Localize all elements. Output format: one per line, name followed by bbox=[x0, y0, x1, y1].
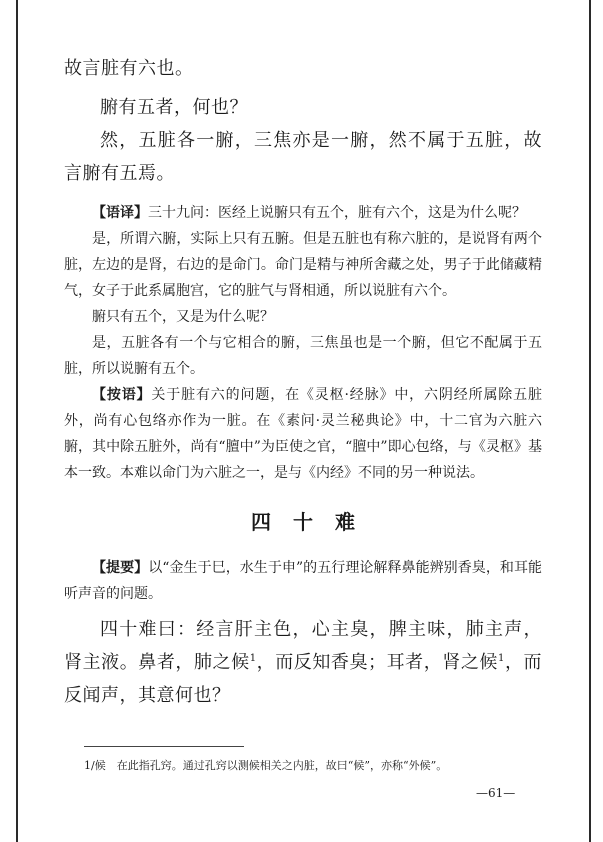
footnote-marker: 1 bbox=[249, 653, 257, 664]
question-part-2: ，而反知香臭；耳者，肾之候 bbox=[256, 652, 499, 673]
classic-text-line: 故言脏有六也。 bbox=[64, 58, 194, 79]
summary-text: 以“金生于巳，水生于申”的五行理论解释鼻能辨别香臭，和耳能听声音的问题。 bbox=[64, 560, 542, 602]
right-border bbox=[589, 0, 591, 842]
translation-paragraph-3: 腑只有五个，又是为什么呢？ bbox=[92, 309, 274, 325]
classic-question: 腑有五者，何也？ bbox=[100, 97, 248, 118]
footnote: 1/候 在此指孔窍。通过孔窍以测候相关之内脏，故曰“候”，亦称“外候”。 bbox=[84, 759, 448, 772]
translation-text: 三十九问：医经上说腑只有五个，脏有六个，这是为什么呢？ bbox=[148, 205, 526, 221]
translation-paragraph-4: 是，五脏各有一个与它相合的腑，三焦虽也是一个腑，但它不配属于五脏，所以说腑有五个。 bbox=[64, 335, 542, 377]
question-part-1: 四十难曰：经言肝主色，心主臭，脾主味，肺主声，肾主液。鼻者，肺之候 bbox=[64, 619, 542, 673]
classic-answer: 然，五脏各一腑，三焦亦是一腑，然不属于五脏，故言腑有五焉。 bbox=[64, 130, 542, 184]
summary-label: 【提要】 bbox=[92, 560, 149, 576]
translation-paragraph-2: 是，所谓六腑，实际上只有五腑。但是五脏也有称六脏的，是说肾有两个脏，左边的是肾，右边的是命门。命门是精与神所舍藏之处，男子于此储藏精气，女子于此系属胞宫，它的脏气与肾相通，所以说脏有六个。 bbox=[64, 231, 542, 299]
main-text bbox=[64, 52, 542, 712]
translation-paragraph bbox=[64, 200, 542, 226]
page-number: —61— bbox=[476, 786, 516, 800]
chapter-title: 四十难 bbox=[251, 510, 377, 534]
question-part-3: ，而反闻声，其意何也？ bbox=[64, 652, 543, 706]
left-border bbox=[16, 0, 18, 842]
translation-label: 【语译】 bbox=[92, 205, 148, 221]
commentary-paragraph bbox=[64, 382, 542, 486]
commentary-text: 关于脏有六的问题，在《灵枢·经脉》中，六阴经所属除五脏外，尚有心包络亦作为一脏。在《素问·灵兰秘典论》中，十二官为六脏六腑，其中除五脏外，尚有“膻中”为臣使之官，“膻中”即心包络，与《灵枢》基本一致。本难以命门为六脏之一，是与《内经》不同的另一种说法。 bbox=[64, 387, 542, 481]
chapter-question bbox=[64, 613, 542, 712]
footnote-marker-2: 1 bbox=[498, 653, 505, 664]
commentary-label: 【按语】 bbox=[92, 387, 152, 403]
summary-paragraph bbox=[64, 555, 542, 607]
footnote-divider bbox=[84, 746, 244, 747]
